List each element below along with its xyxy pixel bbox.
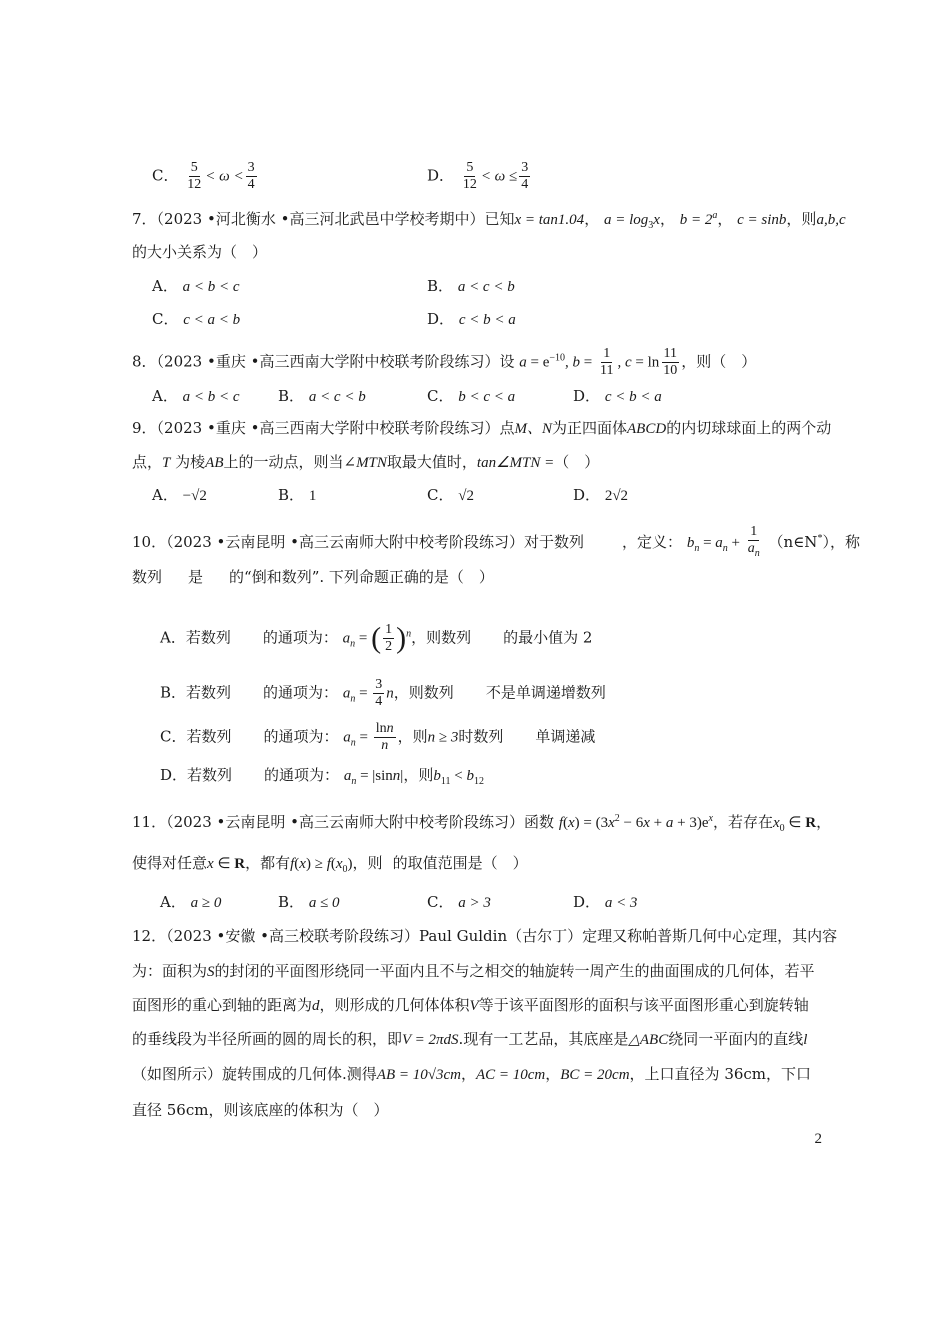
q8-option-d: D． c < b < a <box>573 387 662 405</box>
q10-option-b: B．若数列 的通项为： $a_n$ = $\frac{3}{4}$ n，则数列 不是单调递增数列 <box>160 677 606 709</box>
q9-option-d: D． 2√2 <box>573 486 629 504</box>
q9-option-b: B． 1 <box>278 486 317 504</box>
q11-option-c: C． a > 3 <box>427 893 491 911</box>
q12-line4: 的垂线段为半径所画的圆的周长的积，即V = 2πdS.现有一工艺品，其底座是△ABC绕同一平面内的直线l <box>132 1030 808 1048</box>
q10-option-a: A．若数列 的通项为： $a_n$ = ( $\frac{1}{2}$ )$^n$，则数列 的最小值为 2 <box>160 621 593 655</box>
q10-stem-line2: 数列 是 的“倒和数列”. 下列命题正确的是（ ） <box>132 568 494 586</box>
q8-option-b: B． a < c < b <box>278 387 366 405</box>
q8-option-c: C． b < c < a <box>427 387 516 405</box>
q9-stem-line2: 点，T 为棱AB上的一动点，则当∠MTN取最大值时，tan∠MTN =（ ） <box>132 453 600 471</box>
q11-option-a: A． a ≥ 0 <box>160 893 222 911</box>
q12-line5: （如图所示）旋转围成的几何体.测得AB = 10√3cm，AC = 10cm，BC = 20cm，上口直径为 36cm，下口 <box>132 1065 812 1083</box>
q11-stem-line2: 使得对任意x ∈ R，都有$f(x) \ge f(x_0)$，则 的取值范围是（ ） <box>132 854 528 875</box>
q7-option-b: B． a < c < b <box>427 277 515 295</box>
q12-line6: 直径 56cm，则该底座的体积为（ ） <box>132 1101 389 1119</box>
q7-option-c: C． c < a < b <box>152 310 241 328</box>
q10-stem-line1: 10．（2023 •云南昆明 •高三云南师大附中校考阶段练习）对于数列 ，定义： $b_n = a_n$ + $\frac{1}{a_n}$ （n∈N*），称 <box>132 524 860 559</box>
q7-option-a: A． a < b < c <box>152 277 240 295</box>
q7-option-d: D． c < b < a <box>427 310 516 328</box>
q9-stem-line1: 9．（2023 •重庆 •高三西南大学附中校联考阶段练习）点M、N为正四面体ABCD的内切球球面上的两个动 <box>132 419 832 437</box>
q6-option-d: D． $\frac{5}{12}$ < ω ≤ $\frac{3}{4}$ <box>427 160 529 192</box>
q11-option-d: D． a < 3 <box>573 893 638 911</box>
q8-stem: 8．（2023 •重庆 •高三西南大学附中校联考阶段练习）设 $a = e^{-10}$, b = $\frac{1}{11}$ , c = ln $\frac{11}{10}$ ，则（ ） <box>132 346 757 378</box>
q7-stem-line2: 的大小关系为（ ） <box>132 243 268 261</box>
q11-option-b: B． a ≤ 0 <box>278 893 340 911</box>
q12-line1: 12．（2023 •安徽 •高三校联考阶段练习）Paul Guldin（古尔丁）定理又称帕普斯几何中心定理，其内容 <box>132 927 838 945</box>
q12-line2: 为：面积为S的封闭的平面图形绕同一平面内且不与之相交的轴旋转一周产生的曲面围成的几何体，若平 <box>132 962 815 980</box>
page-number: 2 <box>814 1131 822 1147</box>
q10-option-d: D．若数列 的通项为： $a_n = |\sin n|$，则$b_{11} < b_{12}$ <box>160 766 484 787</box>
q11-stem-line1: 11．（2023 •云南昆明 •高三云南师大附中校考阶段练习）函数 $f(x) = (3x^2 - 6x + a + 3)e^x$，若存在$x_0$ ∈ R， <box>132 813 832 834</box>
q6-option-c: C． $\frac{5}{12}$ < ω < $\frac{3}{4}$ <box>152 160 255 192</box>
q9-option-a: A． −√2 <box>152 486 207 504</box>
q9-option-c: C． √2 <box>427 486 474 504</box>
q8-option-a: A． a < b < c <box>152 387 240 405</box>
q12-line3: 面图形的重心到轴的距离为d，则形成的几何体体积V等于该平面图形的面积与该平面图形重心到旋转轴 <box>132 996 809 1014</box>
q7-stem-line1: 7．（2023 •河北衡水 •高三河北武邑中学校考期中）已知x = tan1.04， $a = \log_3x$， $b = 2^a$， c = sinb，则a,b,c <box>132 210 846 231</box>
q10-option-c: C．若数列 的通项为： $a_n$ = $\frac{\ln n}{n}$ ，则n ≥ 3时数列 单调递减 <box>160 721 596 753</box>
